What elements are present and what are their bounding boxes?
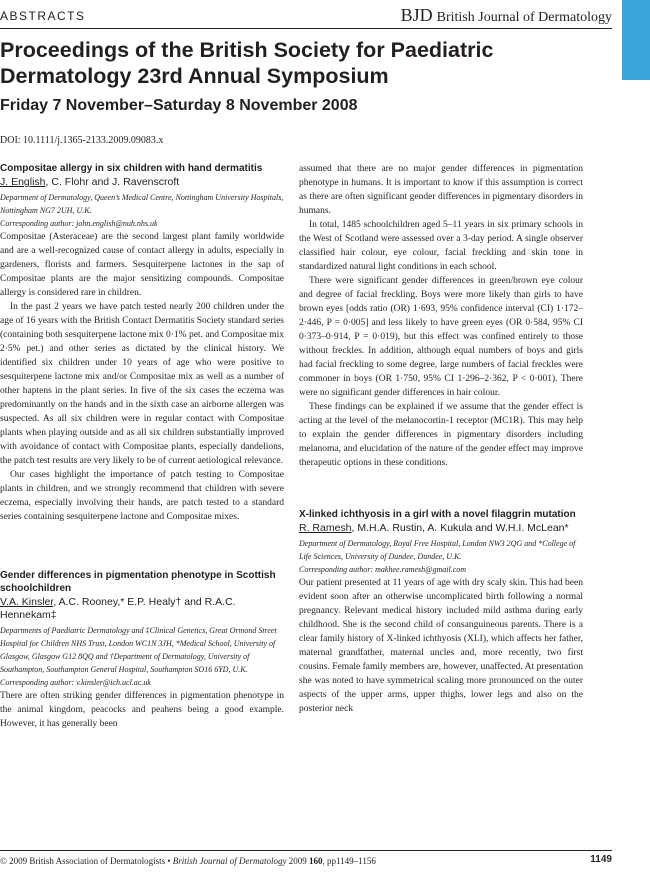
article-authors [299,522,583,535]
presenting-author: V.A. Kinsler [0,596,54,608]
left-column [0,162,284,837]
presenting-author: R. Ramesh [299,522,352,534]
paragraph: Our patient presented at 11 years of age with dry scaly skin. This had been evident soon after an otherwise uncomplicated birth following a normal pregnancy. Relevant medical history included mild asthma during early childhood. She is the second child of consanguineous parents. There is a clear family history of X-linked ichthyosis (XLI), which affects her father, maternal grandfather, maternal uncles and, more recently, two first cousins. Female family members are, however, unaffected. At presentation she was noted to have symmetrical scaling more pronounced on the outer aspects of the upper arms, upper thighs, lower legs and also on the posterior neck [299,578,583,714]
co-authors: , A.C. Rooney,* E.P. Healy† and R.A.C. Hennekam‡ [0,596,236,621]
page-subtitle: Friday 7 November–Saturday 8 November 2008 [0,97,358,114]
journal-abbreviation: BJD [400,5,433,25]
paragraph: Our cases highlight the importance of patch testing to Compositae plants in children, and we strongly recommend that children with severe eczema, especially involving their hands, are patch tested to a standard series containing sesquiterpene lactone and Compositae mixes. [0,470,284,522]
copyright: © 2009 British Association of Dermatologists [0,856,166,866]
paragraph: There are often striking gender differences in pigmentation phenotype in the animal kingdom, peacocks and peahens being a good example. However, it has generally been [0,691,284,729]
footer-year: 2009 [288,856,307,866]
section-label: ABSTRACTS [0,9,86,23]
separator-bullet: • [167,856,171,866]
paragraph: In total, 1485 schoolchildren aged 5–11 years in six primary schools in the West of Scotland were assessed over a 3-day period. A single observer classified hair colour, eye colour, facial freckling and skin tone in standardized natural light conditions in each school. [299,220,583,272]
corresponding-author: Corresponding author: makhee.ramesh@gmail.com [299,565,467,574]
article-title: Gender differences in pigmentation phenotype in Scottish schoolchildren [0,570,276,594]
article-affiliation: Department of Dermatology, Queen’s Medical Centre, Nottingham University Hospitals, Nottingham NG7 2UH, U.K. [0,193,284,215]
article-title: X-linked ichthyosis in a girl with a novel filaggrin mutation [299,509,576,520]
article-title: Compositae allergy in six children with hand dermatitis [0,163,263,174]
article-compositae [0,162,284,524]
journal-masthead [375,5,612,26]
paragraph: assumed that there are no major gender differences in pigmentation phenotype in humans. It is important to know if this assumption is correct as there are often significant gender differences in pigmentary disorders in humans. [299,164,583,216]
article-pigmentation-continued [299,162,583,470]
footer-journal: British Journal of Dermatology [172,856,287,866]
article-affiliation: Department of Dermatology, Royal Free Hospital, London NW3 2QG and *College of Life Sciences, University of Dundee, Dundee, U.K. [299,539,576,561]
footer-pages: , pp1149–1156 [322,856,376,866]
corresponding-author: Corresponding author: v.kinsler@ich.ucl.ac.uk [0,678,151,687]
co-authors: , M.H.A. Rustin, A. Kukula and W.H.I. McLean* [351,522,569,534]
paragraph: Compositae (Asteraceae) are the second largest plant family worldwide and are a well-recognized cause of contact allergy in adults, especially in gardeners, florists and farmers. Sesquiterpene lactones in the sap of Compositae plants are the major sensitizing compounds. Compositae allergy is considered rare in children. [0,232,284,298]
journal-name: British Journal of Dermatology [436,10,612,25]
footer-rule [0,850,612,851]
right-column [299,162,583,837]
paragraph: There were significant gender differences in green/brown eye colour and degree of facial freckling. Boys were more likely than girls to have brown eyes [odds ratio (OR) 1·693, 95% confidence interval (CI) 1·172–2·446, P = 0·005] and less likely to have green eyes (OR 0·584, 95% CI 0·373–0·914, P = 0·019), but this effect was confined entirely to those without freckles. In addition, although equal numbers of boys and girls had facial freckling to some degree, large numbers of facial freckles were commoner in boys (OR 1·750, 95% CI 1·296–2·362, P < 0·001). There were no significant gender differences in hair colour. [299,276,583,398]
page-number: 1149 [590,854,612,865]
article-authors [0,596,284,622]
article-authors [0,176,284,189]
presenting-author: J. English [0,176,46,188]
page-title: Proceedings of the British Society for Paediatric Dermatology 23rd Annual Symposium [0,38,494,88]
article-pigmentation [0,569,284,731]
co-authors: , C. Flohr and J. Ravenscroft [45,176,180,188]
paragraph: These findings can be explained if we assume that the gender effect is acting at the level of the melanocortin-1 receptor (MC1R). This may help to explain the gender differences in pigmentary disorders including melanoma, and elucidation of the nature of the gender effect may improve therapeutic options in these conditions. [299,402,583,468]
corresponding-author: Corresponding author: john.english@nuh.nhs.uk [0,219,158,228]
footer-citation [0,856,376,866]
article-ichthyosis [299,508,583,716]
journal-accent-tab [622,0,650,80]
paragraph: In the past 2 years we have patch tested nearly 200 children under the age of 16 years with the British Contact Dermatitis Society standard series (containing both sesquiterpene lactone mix 0·1% pet. and Compositae mix 2·5% pet.) and other series as dictated by the clinical history. We identified six children under 10 years of age who were positive to sesquiterpene lactone mix and/or Compositae mix as well as a number of other haptens in the plant series. In five of the six cases the eczema was predominantly on the hands and in the sixth case an airborne allergen was suspected. As all six children were in regular contact with Compositae plants when playing outside and as all six children substantially improved with avoidance of contact with Compositae plants, especially dandelions, the patch test results are very likely to be of current aetiological relevance. [0,302,284,466]
header-rule [0,28,612,29]
article-affiliation: Departments of Paediatric Dermatology and ‡Clinical Genetics, Great Ormond Street Hospital for Children NHS Trust, London WC1N 3JH, *Medical School, University of Glasgow, Glasgow G12 8QQ and †Department of Dermatology, University of Southampton, Southampton General Hospital, Southampton SO16 6YD, U.K. [0,626,277,674]
footer-volume: 160 [309,856,323,866]
doi: DOI: 10.1111/j.1365-2133.2009.09083.x [0,135,164,146]
